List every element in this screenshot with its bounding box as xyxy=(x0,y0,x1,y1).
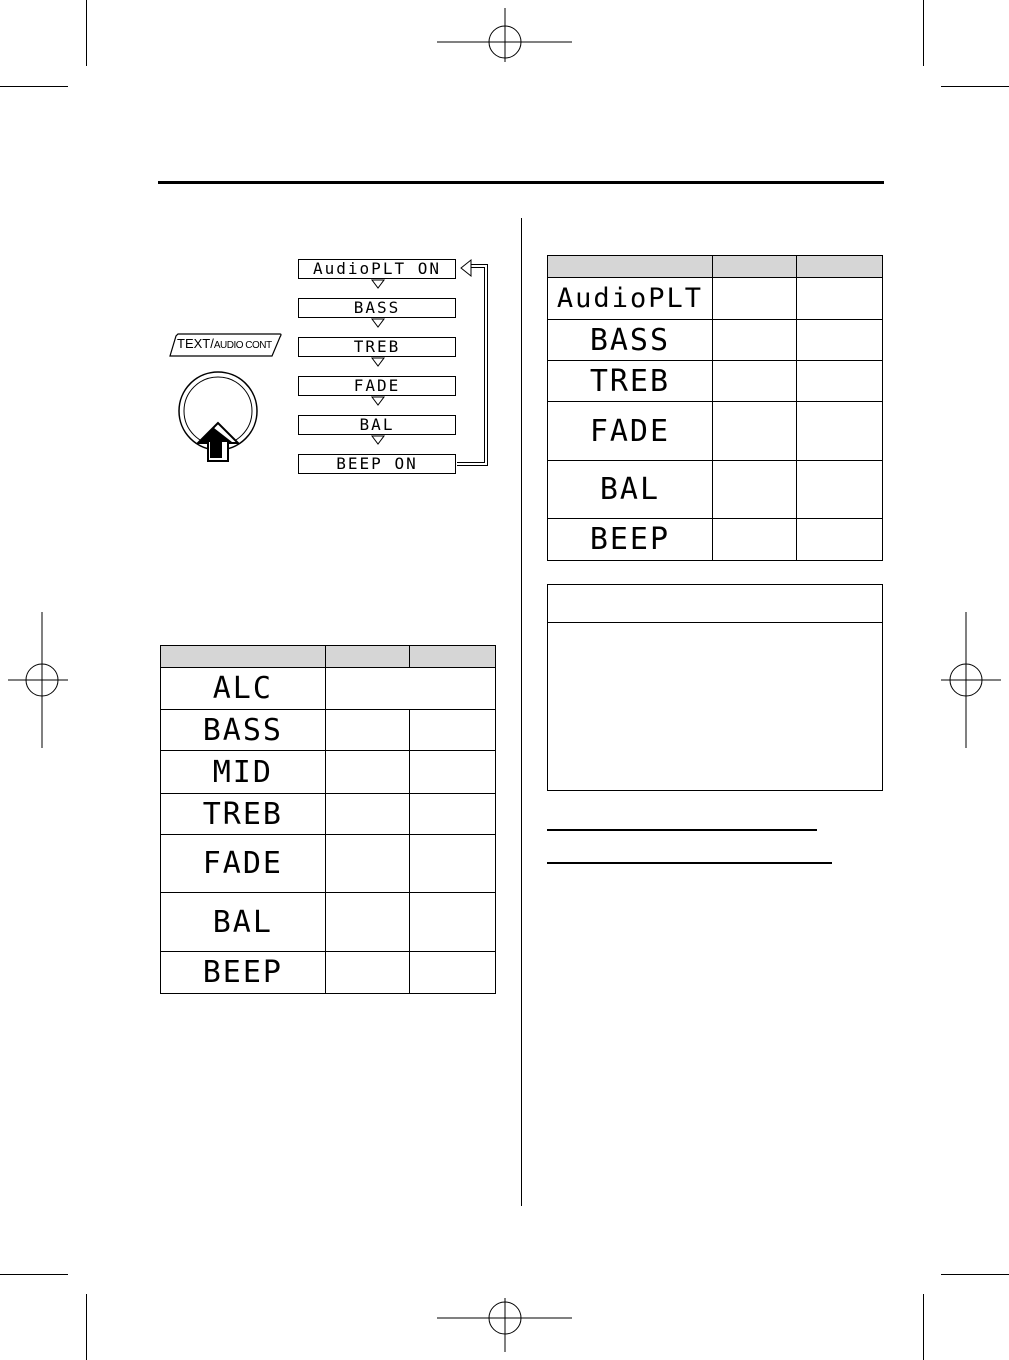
knob-label xyxy=(169,333,287,355)
row-label-audioplt: AudioPLT xyxy=(548,278,713,320)
row-label-fade: FADE xyxy=(161,835,326,893)
column-divider xyxy=(521,218,522,1206)
row-label-beep: BEEP xyxy=(161,952,326,994)
table-row xyxy=(161,835,496,893)
underline-rule-1 xyxy=(547,829,817,831)
knob-label-small: AUDIO CONT xyxy=(213,340,272,351)
flow-item-audioplt: AudioPLT ON xyxy=(298,259,456,279)
right-settings-table xyxy=(547,255,883,561)
table-row xyxy=(548,320,883,361)
table-row xyxy=(161,710,496,751)
table-row xyxy=(161,794,496,835)
knob-label-text: TEXT/ xyxy=(177,336,214,351)
table-row xyxy=(161,952,496,994)
flow-item-bass: BASS xyxy=(298,298,456,318)
row-label-fade: FADE xyxy=(548,402,713,461)
row-label-bal: BAL xyxy=(548,461,713,519)
row-label-mid: MID xyxy=(161,751,326,794)
table-row xyxy=(161,893,496,952)
row-label-beep: BEEP xyxy=(548,519,713,561)
row-label-treb: TREB xyxy=(548,361,713,402)
table-row xyxy=(548,519,883,561)
row-label-alc: ALC xyxy=(161,668,326,710)
note-box xyxy=(547,584,883,791)
table-header-row xyxy=(161,646,496,668)
row-label-treb: TREB xyxy=(161,794,326,835)
table-row xyxy=(548,278,883,320)
table-header-row xyxy=(548,256,883,278)
left-settings-table xyxy=(160,645,496,994)
table-row xyxy=(161,751,496,794)
table-row xyxy=(548,461,883,519)
row-label-bal: BAL xyxy=(161,893,326,952)
flow-item-bal: BAL xyxy=(298,415,456,435)
row-label-bass: BASS xyxy=(548,320,713,361)
flow-item-fade: FADE xyxy=(298,376,456,396)
table-row xyxy=(548,361,883,402)
table-row xyxy=(548,402,883,461)
row-label-bass: BASS xyxy=(161,710,326,751)
note-box-header xyxy=(548,585,882,623)
table-row xyxy=(161,668,496,710)
underline-rule-2 xyxy=(547,862,832,864)
flow-item-treb: TREB xyxy=(298,337,456,357)
header-rule xyxy=(158,181,884,184)
flow-item-beep: BEEP ON xyxy=(298,454,456,474)
flow-arrows xyxy=(290,250,500,485)
